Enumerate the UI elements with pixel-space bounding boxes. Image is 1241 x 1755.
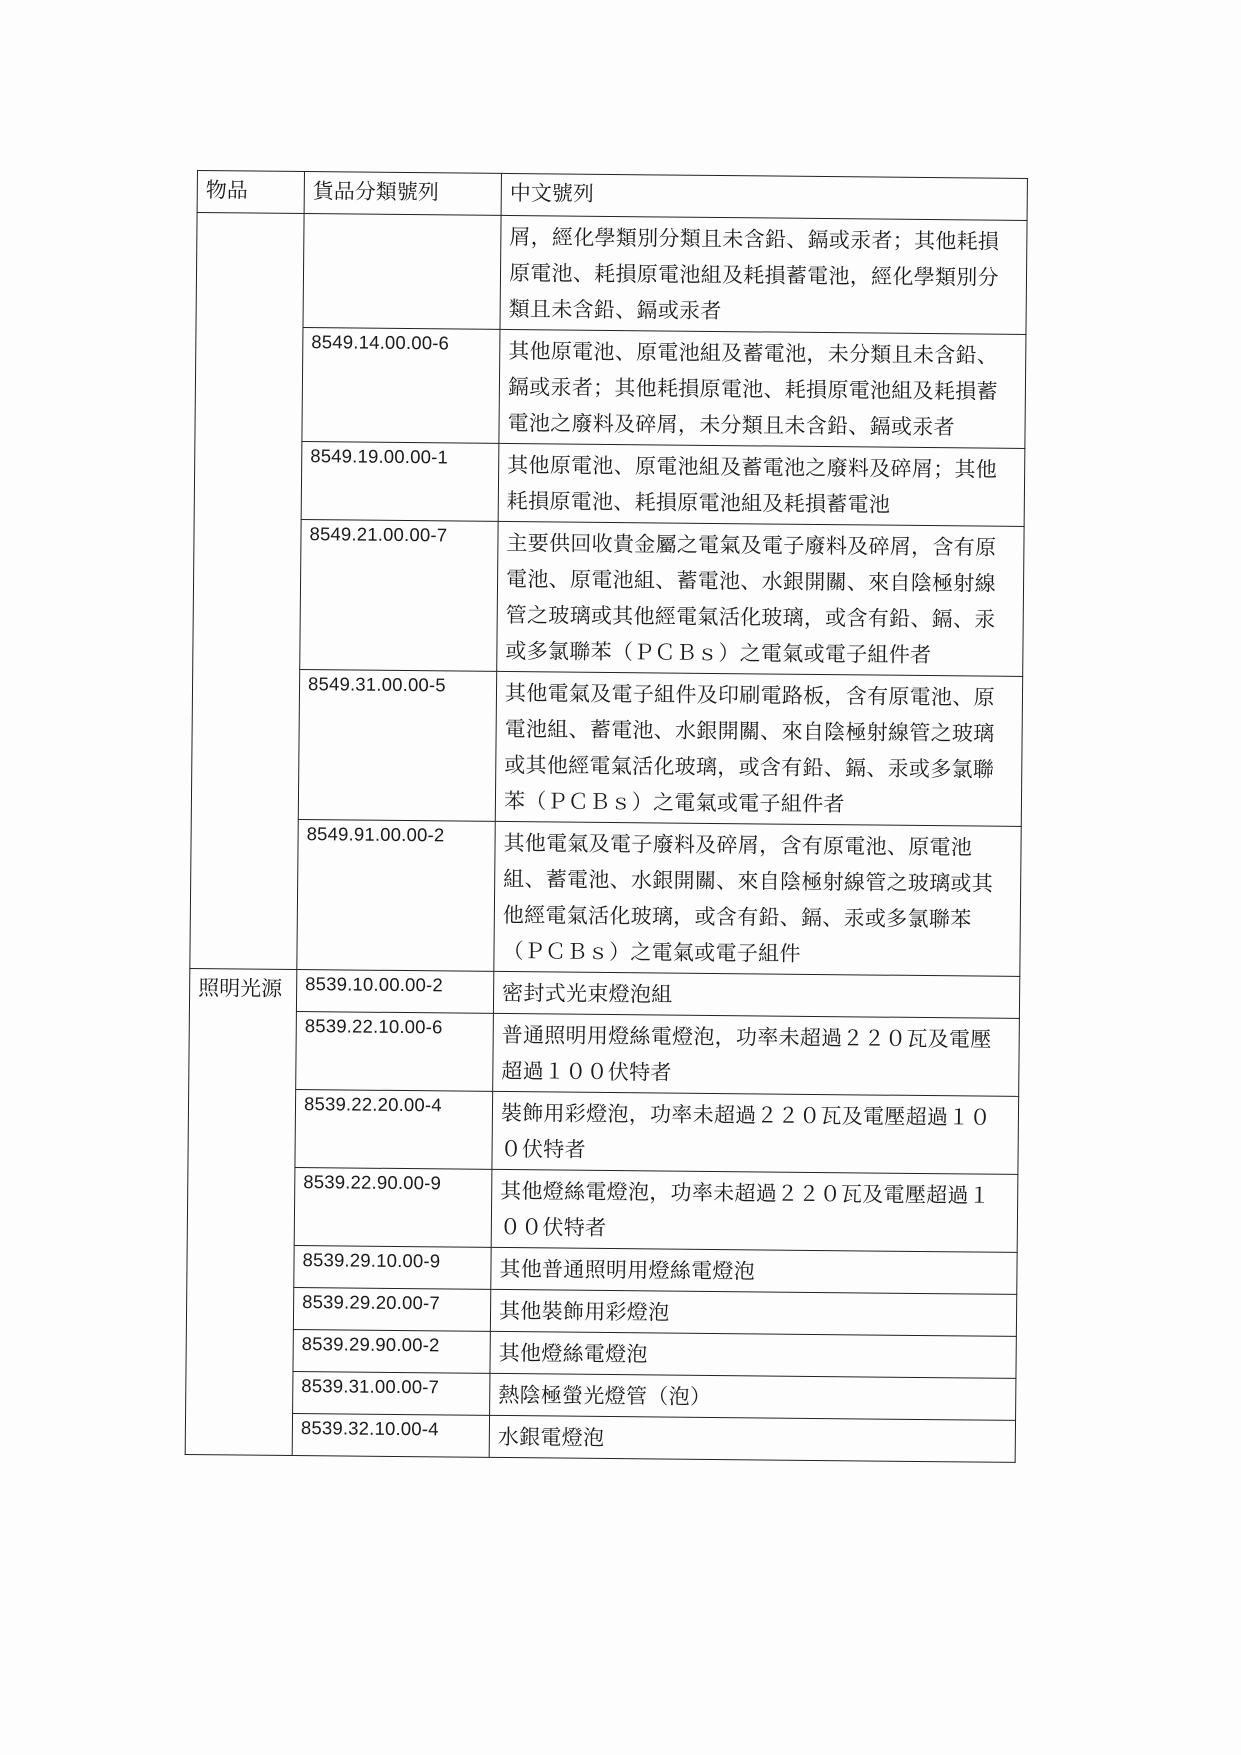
code-cell: 8539.31.00.00-7: [293, 1371, 490, 1415]
desc-cell: 其他原電池、原電池組及蓄電池之廢料及碎屑；其他耗損原電池、耗損原電池組及耗損蓄電池: [498, 443, 1025, 526]
table-row: [185, 1412, 1015, 1462]
desc-cell: 主要供回收貴金屬之電氣及電子廢料及碎屑，含有原電池、原電池組、蓄電池、水銀開關、來自陰極射線管之玻璃或其他經電氣活化玻璃，或含有鉛、鎘、汞或多氯聯苯（ＰＣＢｓ）之電氣或電子組件者: [497, 521, 1024, 676]
code-cell: 8549.14.00.00-6: [302, 328, 500, 444]
desc-cell: 其他裝飾用彩燈泡: [490, 1289, 1016, 1336]
table-row: [187, 1166, 1018, 1252]
code-cell: 8549.21.00.00-7: [300, 520, 498, 672]
table-row: [190, 818, 1021, 976]
header-code: 貨品分類號列: [304, 172, 501, 216]
code-cell: 8549.31.00.00-5: [298, 670, 496, 822]
code-cell: 8539.29.90.00-2: [293, 1329, 490, 1373]
desc-cell: 屑，經化學類別分類且未含鉛、鎘或汞者；其他耗損原電池、耗損原電池組及耗損蓄電池，經化學類別分類且未含鉛、鎘或汞者: [500, 215, 1027, 334]
table-row: [196, 213, 1027, 335]
table-row: [191, 668, 1022, 826]
table-row: [194, 440, 1025, 526]
item-cell-lighting: 照明光源: [185, 968, 297, 1455]
code-cell: [303, 214, 501, 330]
goods-table-wrapper: [185, 170, 1027, 1463]
desc-cell: 水銀電燈泡: [489, 1415, 1015, 1462]
desc-cell: 普通照明用燈絲電燈泡，功率未超過２２０瓦及電壓超過１００伏特者: [493, 1013, 1020, 1096]
table-row: [189, 1010, 1020, 1096]
code-cell: 8549.19.00.00-1: [301, 442, 499, 522]
header-name: 中文號列: [501, 173, 1027, 220]
desc-cell: 其他電氣及電子廢料及碎屑，含有原電池、原電池組、蓄電池、水銀開關、來自陰極射線管之玻璃或其他經電氣活化玻璃，或含有鉛、鎘、汞或多氯聯苯（ＰＣＢｓ）之電氣或電子組件: [494, 821, 1021, 976]
code-cell: 8539.10.00.00-2: [296, 969, 493, 1013]
desc-cell: 裝飾用彩燈泡，功率未超過２２０瓦及電壓超過１００伏特者: [492, 1091, 1019, 1174]
code-cell: 8549.91.00.00-2: [297, 820, 495, 972]
item-cell-battery: [190, 213, 304, 970]
desc-cell: 密封式光束燈泡組: [493, 971, 1019, 1018]
table-row: [188, 1088, 1019, 1174]
desc-cell: 其他燈絲電燈泡，功率未超過２２０瓦及電壓超過１００伏特者: [491, 1169, 1018, 1252]
table-row: [193, 518, 1024, 676]
code-cell: 8539.29.10.00-9: [294, 1245, 491, 1289]
desc-cell: 其他原電池、原電池組及蓄電池，未分類且未含鉛、鎘或汞者；其他耗損原電池、耗損原電池組及耗損蓄電池之廢料及碎屑，未分類且未含鉛、鎘或汞者: [499, 329, 1026, 448]
code-cell: 8539.29.20.00-7: [293, 1287, 490, 1331]
desc-cell: 其他燈絲電燈泡: [490, 1331, 1016, 1378]
code-cell: 8539.22.90.00-9: [294, 1167, 492, 1247]
desc-cell: 熱陰極螢光燈管（泡）: [490, 1373, 1016, 1420]
header-item: 物品: [197, 171, 304, 214]
code-cell: 8539.32.10.00-4: [292, 1413, 489, 1457]
desc-cell: 其他普通照明用燈絲電燈泡: [491, 1247, 1017, 1294]
goods-classification-table: [185, 170, 1028, 1463]
code-cell: 8539.22.10.00-6: [296, 1011, 494, 1091]
table-row: [195, 326, 1026, 448]
desc-cell: 其他電氣及電子組件及印刷電路板，含有原電池、原電池組、蓄電池、水銀開關、來自陰極射線管之玻璃或其他經電氣活化玻璃，或含有鉛、鎘、汞或多氯聯苯（ＰＣＢｓ）之電氣或電子組件者: [495, 671, 1022, 826]
code-cell: 8539.22.20.00-4: [295, 1089, 493, 1169]
